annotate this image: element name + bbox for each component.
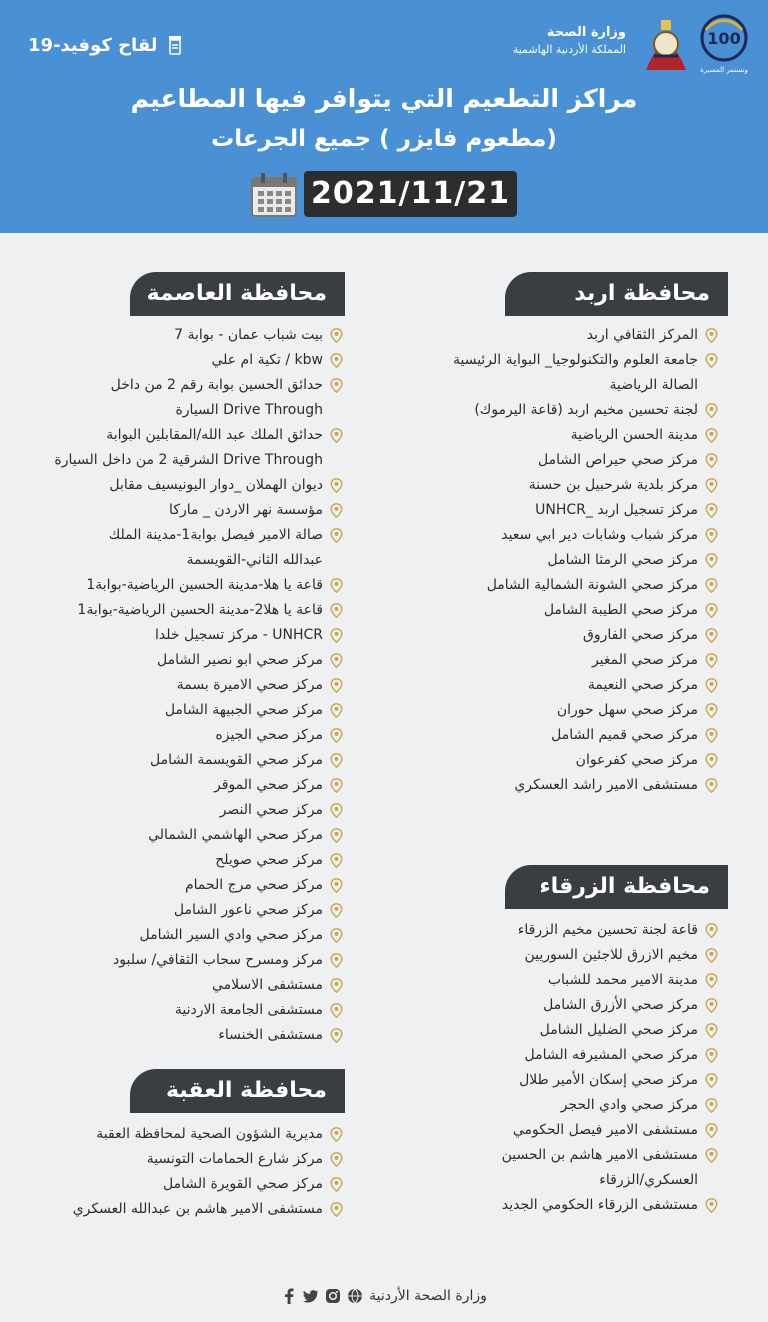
location-pin-icon (330, 503, 343, 518)
list-item (390, 623, 720, 648)
location-pin-icon (330, 1152, 343, 1167)
list-item (15, 348, 345, 373)
list-item (390, 473, 720, 498)
center-name: حدائق الملك عبد الله/المقابلين البوابة (106, 427, 323, 443)
center-name: صالة الامير فيصل بوابة1-مدينة الملك (108, 527, 323, 543)
center-name: عبدالله الثاني-القويسمة (186, 552, 323, 568)
list-item (15, 1023, 345, 1048)
center-name: مركز صحي وادي السير الشامل (139, 927, 323, 943)
list-item (390, 1018, 720, 1043)
center-name: مديرية الشؤون الصحية لمحافظة العقبة (96, 1126, 323, 1142)
list-item (390, 723, 720, 748)
location-pin-icon (705, 778, 718, 793)
aqaba-center-list (0, 1122, 345, 1222)
location-pin-icon (705, 678, 718, 693)
location-pin-icon (330, 728, 343, 743)
center-name: مركز تسجيل اربد _UNHCR (535, 502, 698, 518)
location-pin-icon (705, 1023, 718, 1038)
list-item (390, 398, 720, 423)
center-name: مركز صحي إسكان الأمير طلال (519, 1072, 698, 1088)
location-pin-icon (705, 1098, 718, 1113)
location-pin-icon (705, 1198, 718, 1213)
list-item (390, 968, 720, 993)
location-pin-icon (705, 478, 718, 493)
list-item (390, 373, 720, 398)
list-item (390, 748, 720, 773)
globe-icon[interactable] (347, 1288, 363, 1304)
location-pin-icon (330, 328, 343, 343)
list-item (15, 498, 345, 523)
center-name: مركز صحي الهاشمي الشمالي (148, 827, 323, 843)
location-pin-icon (705, 428, 718, 443)
location-pin-icon (330, 378, 343, 393)
center-name: مدينة الحسن الرياضية (570, 427, 698, 443)
location-pin-icon (705, 453, 718, 468)
center-name: مدينة الامير محمد للشباب (547, 972, 698, 988)
location-pin-icon (705, 728, 718, 743)
center-name: مركز صحي ابو نصير الشامل (156, 652, 323, 668)
center-name: مركز صحي حيراص الشامل (538, 452, 698, 468)
list-item (15, 523, 345, 548)
location-pin-icon (705, 1148, 718, 1163)
list-item (15, 473, 345, 498)
list-item (390, 1168, 720, 1193)
facebook-icon[interactable] (281, 1288, 297, 1304)
location-pin-icon (705, 1048, 718, 1063)
center-name: حدائق الحسين بوابة رقم 2 من داخل (110, 377, 323, 393)
location-pin-icon (705, 353, 718, 368)
list-item (390, 348, 720, 373)
center-name: مركز صحي الضليل الشامل (539, 1022, 698, 1038)
center-name: مركز صحي الجبيهة الشامل (164, 702, 323, 718)
list-item (15, 398, 345, 423)
center-name: مركز ومسرح سحاب الثقافي/ سلبود (113, 952, 323, 968)
vaccine-vial-icon (164, 34, 186, 56)
center-name: مركز صحي المشيرفه الشامل (524, 1047, 698, 1063)
location-pin-icon (705, 528, 718, 543)
list-item (15, 648, 345, 673)
page-subtitle: (مطعوم فايزر ) جميع الجرعات (211, 126, 557, 152)
twitter-icon[interactable] (303, 1288, 319, 1304)
list-item (390, 673, 720, 698)
zarqa-center-list (390, 918, 720, 1218)
center-name: مؤسسة نهر الاردن _ ماركا (169, 502, 323, 518)
center-name: مركز صحي الرمثا الشامل (547, 552, 698, 568)
location-pin-icon (705, 948, 718, 963)
center-name: مركز صحي الطيبة الشامل (543, 602, 698, 618)
center-name: مركز صحي الموقر (213, 777, 323, 793)
footer (0, 1288, 768, 1304)
location-pin-icon (705, 653, 718, 668)
location-pin-icon (705, 628, 718, 643)
list-item (15, 573, 345, 598)
list-item (390, 423, 720, 448)
list-item (15, 448, 345, 473)
location-pin-icon (330, 903, 343, 918)
center-name: بيت شباب عمان - بوابة 7 (174, 327, 323, 343)
footer-text: وزارة الصحة الأردنية (369, 1288, 487, 1304)
center-name: مركز صحي وادي الحجر (560, 1097, 698, 1113)
list-item (15, 423, 345, 448)
location-pin-icon (330, 528, 343, 543)
list-item (15, 948, 345, 973)
list-item (390, 498, 720, 523)
list-item (15, 323, 345, 348)
list-item (15, 373, 345, 398)
list-item (390, 1093, 720, 1118)
list-item (390, 1043, 720, 1068)
location-pin-icon (705, 703, 718, 718)
location-pin-icon (705, 1123, 718, 1138)
location-pin-icon (705, 923, 718, 938)
list-item (390, 1118, 720, 1143)
center-name: مركز صحي الاميرة بسمة (176, 677, 323, 693)
list-item (15, 998, 345, 1023)
location-pin-icon (330, 753, 343, 768)
list-item (0, 1147, 345, 1172)
center-name: مركز بلدية شرحبيل بن حسنة (528, 477, 698, 493)
list-item (15, 823, 345, 848)
center-name: مستشفى الامير هاشم بن الحسين (501, 1147, 698, 1163)
list-item (15, 798, 345, 823)
location-pin-icon (330, 1177, 343, 1192)
campaign-text: لقاح كوفيد-19 (28, 34, 158, 56)
coat-of-arms-icon (640, 12, 692, 74)
center-name: مستشفى الامير راشد العسكري (514, 777, 698, 793)
location-pin-icon (705, 998, 718, 1013)
location-pin-icon (330, 678, 343, 693)
center-name: مركز صحي صويلح (215, 852, 323, 868)
kingdom-name: المملكة الأردنية الهاشمية (512, 43, 626, 56)
header-banner (0, 0, 768, 233)
location-pin-icon (330, 478, 343, 493)
center-name: مركز صحي الشونة الشمالية الشامل (486, 577, 698, 593)
list-item (390, 573, 720, 598)
center-name: مستشفى الامير هاشم بن عبدالله العسكري (72, 1201, 323, 1217)
center-name: Drive Through الشرقية 2 من داخل السيارة (54, 452, 323, 468)
center-name: جامعة العلوم والتكنولوجيا_ البواية الرئيسية (452, 352, 698, 368)
list-item (0, 1122, 345, 1147)
list-item (390, 918, 720, 943)
list-item (390, 698, 720, 723)
list-item (15, 598, 345, 623)
location-pin-icon (705, 503, 718, 518)
list-item (15, 548, 345, 573)
list-item (15, 673, 345, 698)
list-item (390, 993, 720, 1018)
page-title: مراكز التطعيم التي يتوافر فيها المطاعيم (130, 84, 638, 113)
location-pin-icon (330, 978, 343, 993)
center-name: مخيم الازرق للاجئين السوريين (524, 947, 698, 963)
location-pin-icon (705, 403, 718, 418)
location-pin-icon (330, 878, 343, 893)
list-item (390, 1143, 720, 1168)
location-pin-icon (705, 973, 718, 988)
center-name: مستشفى الزرقاء الحكومي الجديد (501, 1197, 698, 1213)
location-pin-icon (330, 703, 343, 718)
list-item (0, 1197, 345, 1222)
capital-center-list (15, 323, 345, 1048)
location-pin-icon (330, 778, 343, 793)
center-name: مركز صحي كفرعوان (575, 752, 698, 768)
list-item (15, 923, 345, 948)
irbid-heading: محافظة اربد (505, 272, 728, 316)
center-name: مركز صحي ناعور الشامل (173, 902, 323, 918)
center-name: ديوان الهملان _دوار اليونيسيف مقابل (109, 477, 323, 493)
location-pin-icon (330, 828, 343, 843)
location-pin-icon (705, 603, 718, 618)
centennial-number: 100 (707, 29, 741, 48)
center-name: kbw / تكية ام علي (211, 352, 323, 368)
center-name: UNHCR - مركز تسجيل خلدا (155, 627, 323, 643)
center-name: مركز صحي النعيمة (587, 677, 698, 693)
center-name: مركز شارع الحمامات التونسية (146, 1151, 323, 1167)
calendar-icon (250, 172, 298, 218)
list-item (390, 598, 720, 623)
location-pin-icon (330, 653, 343, 668)
centennial-logo-icon (696, 10, 752, 76)
list-item (15, 748, 345, 773)
list-item (390, 1068, 720, 1093)
location-pin-icon (330, 853, 343, 868)
list-item (390, 943, 720, 968)
center-name: قاعة يا هلا2-مدينة الحسين الرياضية-بوابة1 (77, 602, 323, 618)
center-name: مركز صحي قميم الشامل (551, 727, 698, 743)
center-name: المركز الثقافي اربد (586, 327, 698, 343)
center-name: مركز صحي المغير (591, 652, 698, 668)
centennial-caption: ونستمر المسيرة (700, 66, 748, 74)
location-pin-icon (330, 603, 343, 618)
list-item (15, 623, 345, 648)
center-name: مستشفى الاسلامي (211, 977, 323, 993)
center-name: مركز صحي مرج الحمام (184, 877, 323, 893)
list-item (390, 523, 720, 548)
instagram-icon[interactable] (325, 1288, 341, 1304)
center-name: مستشفى الجامعة الاردنية (174, 1002, 323, 1018)
center-name: الصالة الرياضية (609, 377, 698, 393)
center-name: مركز صحي الفاروق (583, 627, 698, 643)
location-pin-icon (330, 1127, 343, 1142)
location-pin-icon (330, 428, 343, 443)
list-item (390, 648, 720, 673)
list-item (390, 448, 720, 473)
list-item (390, 323, 720, 348)
center-name: مركز شباب وشابات دير ابي سعيد (501, 527, 698, 543)
list-item (15, 723, 345, 748)
list-item (390, 773, 720, 798)
location-pin-icon (705, 553, 718, 568)
location-pin-icon (705, 1073, 718, 1088)
location-pin-icon (330, 928, 343, 943)
irbid-center-list (390, 323, 720, 798)
center-name: مركز صحي الجيزه (215, 727, 323, 743)
location-pin-icon (330, 628, 343, 643)
list-item (390, 1193, 720, 1218)
center-name: العسكري/الزرقاء (599, 1172, 698, 1188)
location-pin-icon (330, 953, 343, 968)
center-name: لجنة تحسين مخيم اربد (قاعة اليرموك) (474, 402, 698, 418)
aqaba-heading: محافظة العقبة (130, 1069, 345, 1113)
location-pin-icon (330, 1202, 343, 1217)
center-name: قاعة يا هلا-مدينة الحسين الرياضية-بوابة1 (86, 577, 323, 593)
location-pin-icon (330, 1003, 343, 1018)
center-name: قاعة لجنة تحسين مخيم الزرقاء (517, 922, 698, 938)
location-pin-icon (330, 353, 343, 368)
list-item (15, 873, 345, 898)
center-name: مستشفى الخنساء (218, 1027, 323, 1043)
center-name: مركز صحي الأزرق الشامل (543, 997, 698, 1013)
list-item (15, 973, 345, 998)
zarqa-heading: محافظة الزرقاء (505, 865, 728, 909)
campaign-label (28, 34, 186, 56)
list-item (15, 848, 345, 873)
list-item (15, 698, 345, 723)
ministry-name: وزارة الصحة (546, 25, 626, 40)
center-name: مستشفى الامير فيصل الحكومي (512, 1122, 698, 1138)
capital-heading: محافظة العاصمة (130, 272, 345, 316)
list-item (15, 898, 345, 923)
location-pin-icon (330, 1028, 343, 1043)
center-name: مركز صحي النصر (219, 802, 323, 818)
location-pin-icon (705, 753, 718, 768)
list-item (390, 548, 720, 573)
ministry-name-block (513, 24, 626, 58)
location-pin-icon (705, 328, 718, 343)
list-item (0, 1172, 345, 1197)
center-name: مركز صحي سهل حوران (556, 702, 698, 718)
date-badge: 2021/11/21 (304, 171, 517, 217)
location-pin-icon (705, 578, 718, 593)
location-pin-icon (330, 803, 343, 818)
location-pin-icon (330, 578, 343, 593)
center-name: مركز صحي القويرة الشامل (163, 1176, 323, 1192)
center-name: مركز صحي القويسمة الشامل (149, 752, 323, 768)
center-name: Drive Through السيارة (175, 402, 323, 418)
list-item (15, 773, 345, 798)
